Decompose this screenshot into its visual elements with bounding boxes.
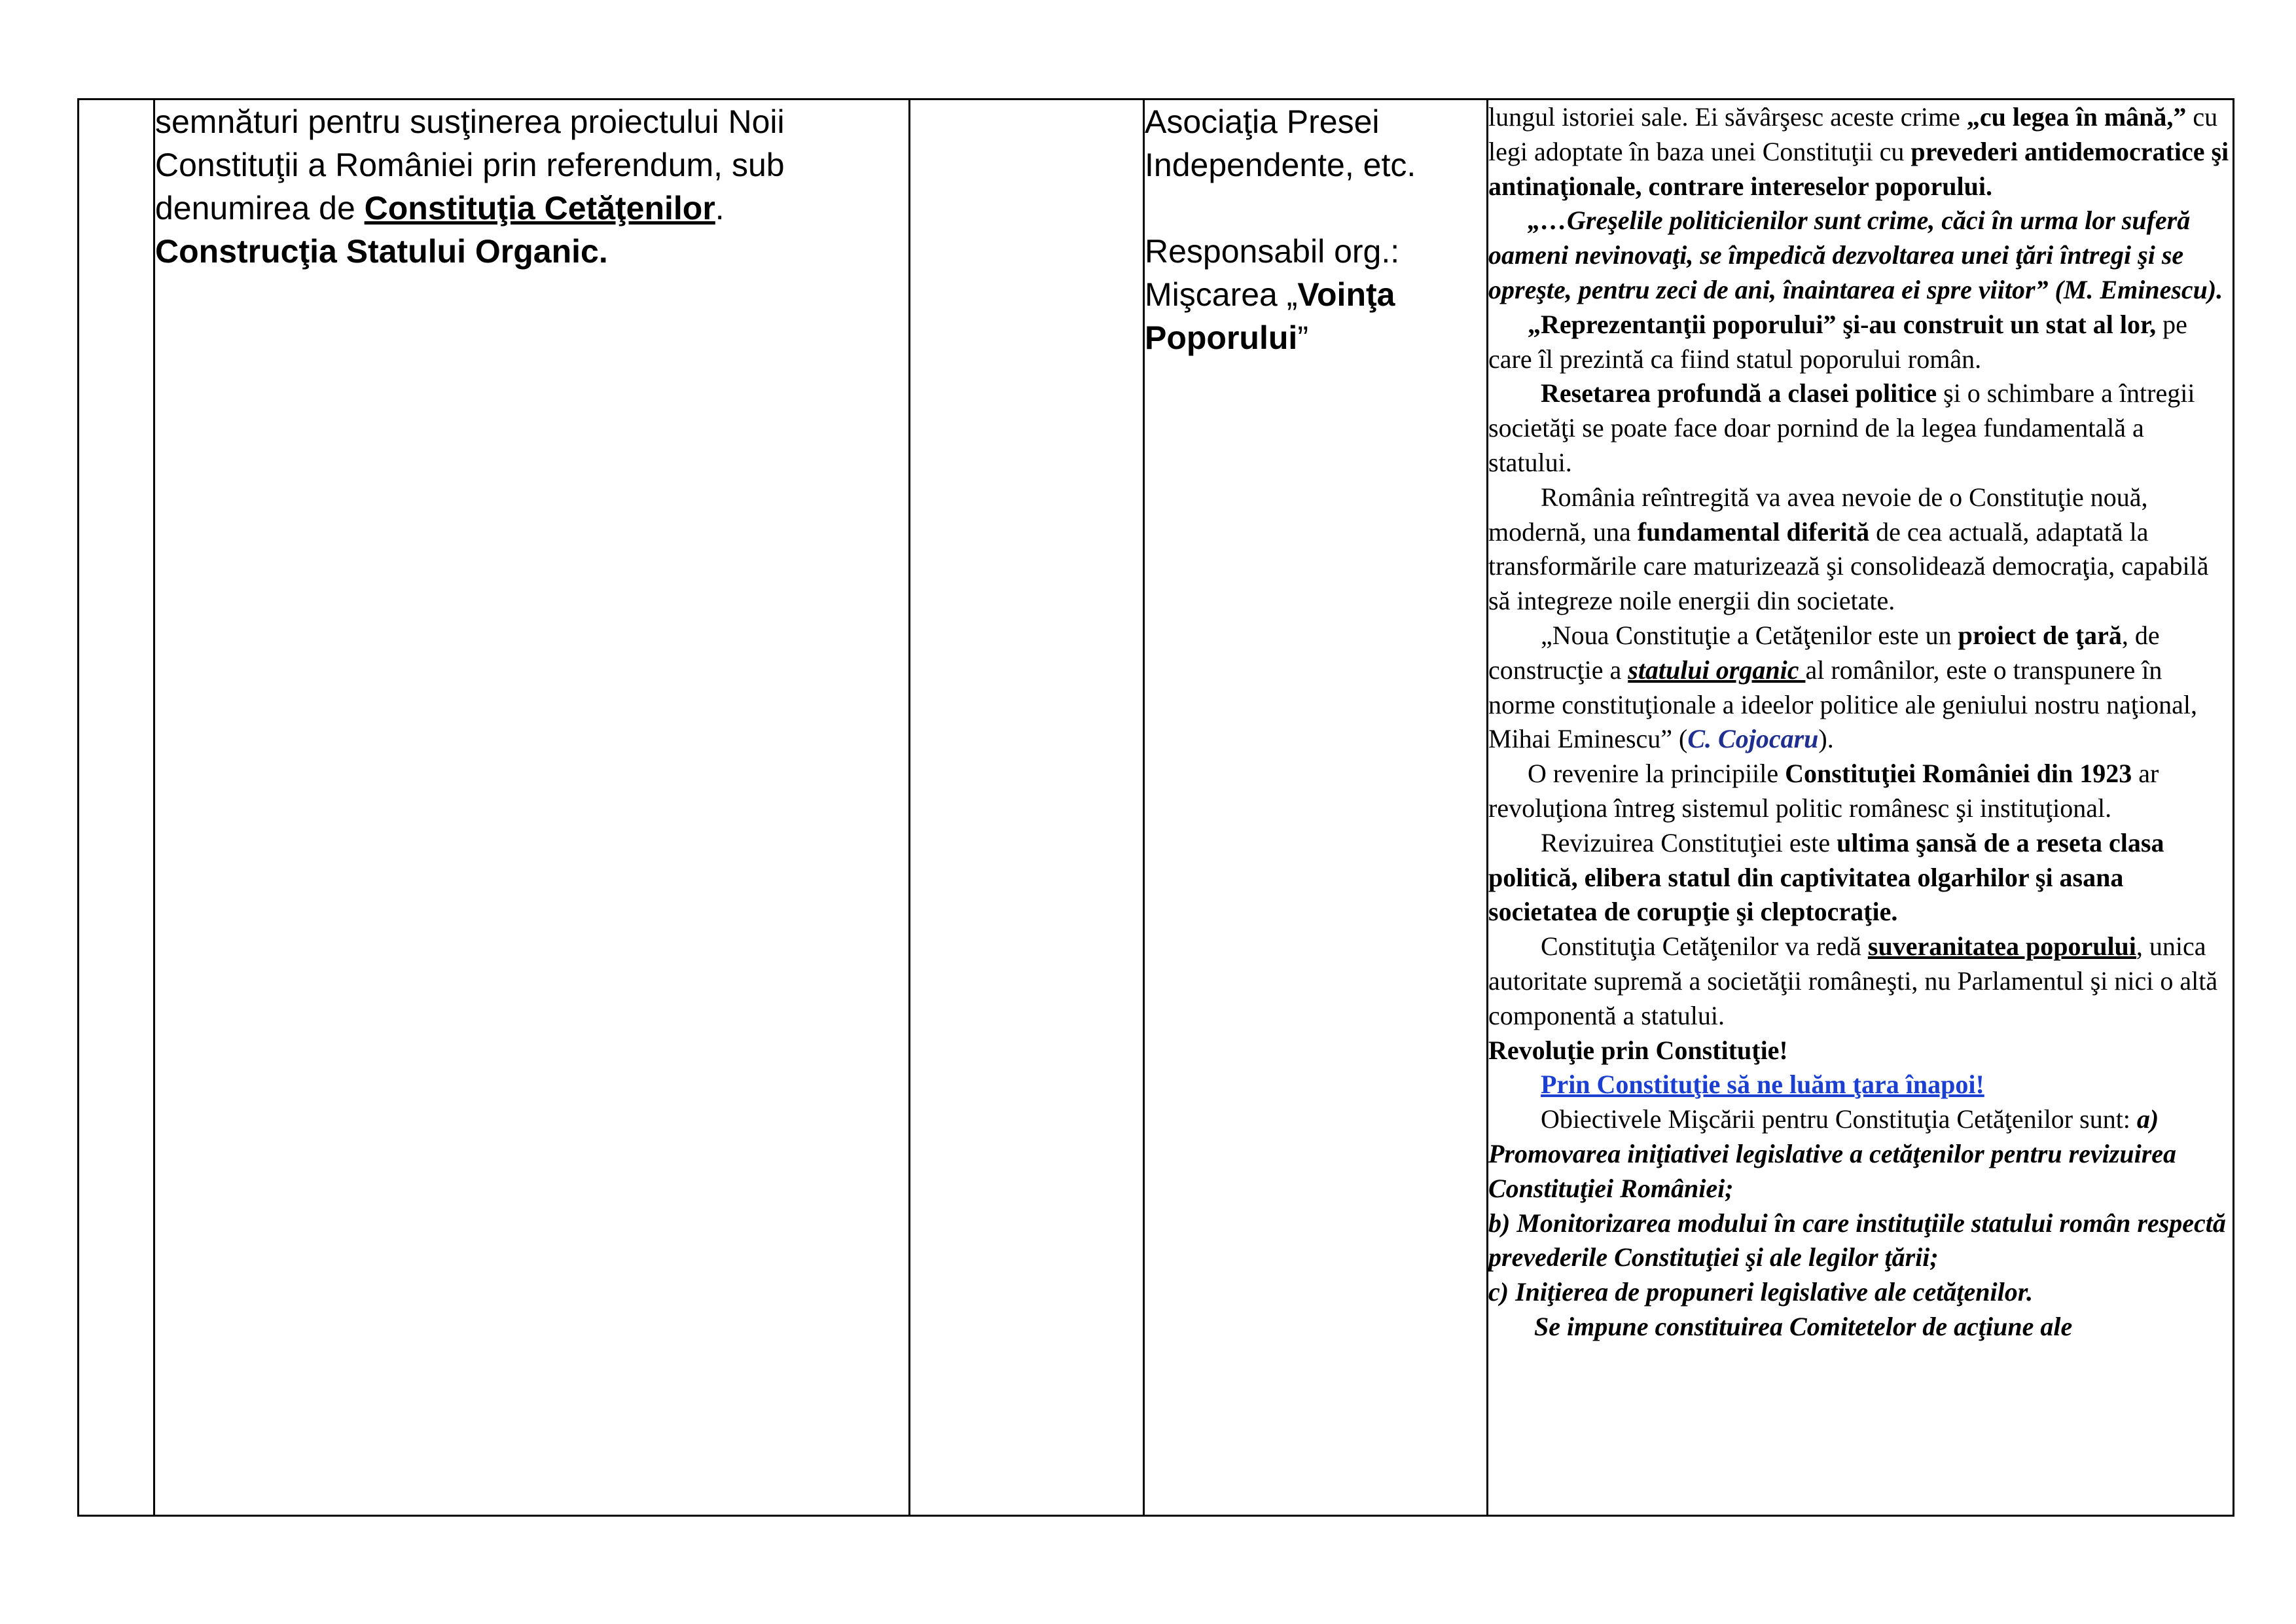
paragraph-eminescu-quote [1488,204,2233,307]
paragraph-9 [1488,929,2233,1033]
p5-text-c: de cea actuală, adaptată la transformările care maturizează şi consolidează democraţia, capabilă să integreze noile energii din societate. [1488,516,2209,616]
table-cell-number [79,99,154,1516]
eminescu-quote: „…Greşelile politicienilor sunt crime, căci în urma lor suferă oameni nevinovaţi, se împedică dezvoltarea unei ţări întregi şi se opreşte, pentru zeci de ani, înaintarea ei spre viitor” (M. Eminescu). [1488,206,2223,304]
p7-text-b: Constituţiei României din 1923 [1785,759,2132,789]
p9-text-c: , unica autoritate supremă a societăţii româneşti, nu Parlamentul şi nici o altă componentă a statului. [1488,931,2218,1030]
p12-text-a: Obiectivele Mişcării pentru Constituţia Cetăţenilor sunt: [1541,1104,2137,1134]
p4-text-a: Resetarea profundă a clasei politice [1541,378,1937,408]
paragraph-7 [1488,757,2233,826]
author-name: C. Cojocaru [1687,724,1819,754]
paragraph-11 [1488,1068,2233,1102]
objective-a: a) Promovarea iniţiativei legislative a cetăţenilor pentru revizuirea Constituţiei României; [1488,1104,2177,1203]
paragraph-13 [1488,1206,2233,1276]
p1-text-d: prevederi antidemocratice şi antinaţionale, contrare intereselor poporului. [1488,136,2229,201]
paragraph-3 [1488,308,2233,377]
p7-text-a: O revenire la principiile [1528,759,1785,789]
description-part-2: . [715,190,725,226]
p6-text-c: , de construcţie a [1488,620,2160,685]
paragraph-6 [1488,619,2233,757]
p6-text-d: statului organic [1628,655,1806,685]
paragraph-5 [1488,480,2233,619]
table-cell-description [154,99,910,1516]
paragraph-15 [1488,1310,2233,1344]
p3-text-b: pe care îl prezintă ca fiind statul poporului român. [1488,309,2187,374]
responsible-label: Responsabil org.: Mişcarea „ [1145,233,1400,313]
p6-text-a: „Noua Constituţie a Cetăţenilor este un [1541,620,1958,650]
table-cell-empty [910,99,1144,1516]
paragraph-10 [1488,1034,2233,1068]
p3-text-a: „Reprezentanţii poporului” şi-au construit un stat al lor, [1528,309,2157,339]
p6-text-b: proiect de ţară [1958,620,2122,650]
revolution-slogan: Revoluţie prin Constituţie! [1488,1035,1788,1065]
table-cell-organizers [1144,99,1488,1516]
objective-b: b) Monitorizarea modului în care instituţiile statului român respectă prevederile Constituţiei şi ale legilor ţării; [1488,1208,2226,1272]
paragraph-12 [1488,1102,2233,1206]
p6-text-e: al românilor, este o transpunere în norme constituţionale a ideelor politice ale geniului nostru naţional, Mihai Eminescu” ( [1488,655,2198,754]
paragraph-1 [1488,100,2233,204]
paragraph-4 [1488,376,2233,480]
objective-c: c) Iniţierea de propuneri legislative ale cetăţenilor. [1488,1277,2034,1307]
movement-name: Voinţa Poporului [1145,276,1395,356]
p9-text-a: Constituţia Cetăţenilor va redă [1541,931,1868,962]
document-table [77,98,2234,1517]
description-text [155,100,908,273]
p8-text-a: Revizuirea Constituţiei este [1541,827,1837,857]
p6-text-g: ). [1818,724,1834,754]
p1-text-a: lungul istoriei sale. Ei săvârşesc aceste crime [1488,102,1967,132]
table-row [79,99,2234,1516]
slogan-link[interactable]: Prin Constituţie să ne luăm ţara înapoi! [1541,1070,1984,1100]
p4-text-b: şi o schimbare a întregii societăţi se poate face doar pornind de la legea fundamentală a statului. [1488,378,2195,477]
paragraph-14 [1488,1275,2233,1310]
final-line: Se impune constituirea Comitetelor de acţiune ale [1534,1311,2073,1341]
p8-text-b: ultima şansă de a reseta clasa politică, elibera statul din captivitatea olgarhilor şi asana societatea de corupţie şi cleptocraţie. [1488,827,2164,927]
paragraph-8 [1488,826,2233,929]
p1-text-c: cu legi adoptate în baza unei Constituţii cu [1488,102,2218,166]
p7-text-c: ar revoluţiona întreg sistemul politic românesc şi instituţional. [1488,759,2159,823]
p9-text-b: suveranitatea poporului [1867,931,2136,962]
table-cell-content [1488,99,2234,1516]
p1-text-b: „cu legea în mână,” [1966,102,2187,132]
constitution-name: Constituţia Cetăţenilor [364,190,715,226]
p5-text-b: fundamental diferită [1637,516,1870,547]
responsible-org [1145,230,1486,359]
organizers-list: Asociaţia Presei Independente, etc. [1145,103,1416,183]
p5-text-a: România reîntregită va avea nevoie de o Constituţie nouă, modernă, una [1488,482,2148,547]
organic-state-text: Construcţia Statului Organic. [155,233,608,270]
description-part-1: semnături pentru susţinerea proiectului Noii Constituţii a României prin referendum, sub denumirea de [155,103,785,226]
closing-quote: ” [1297,319,1308,356]
